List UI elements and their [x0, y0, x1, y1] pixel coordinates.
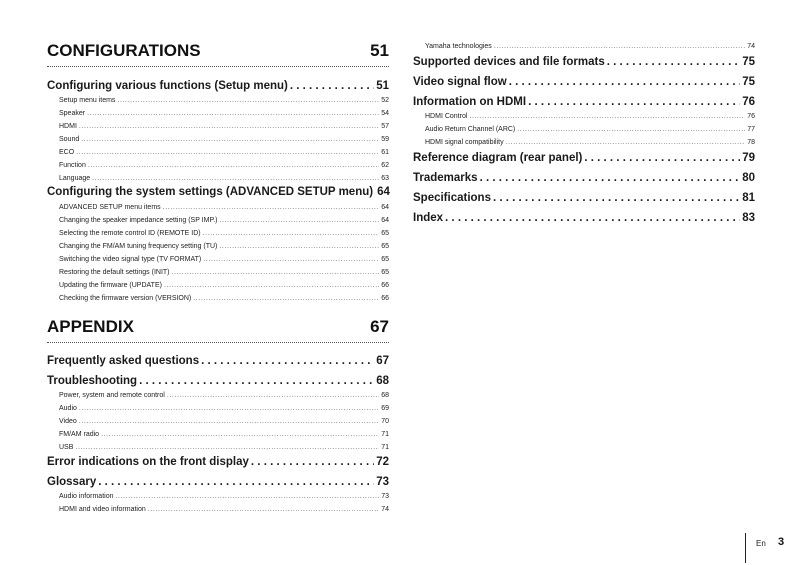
entry-title: Glossary	[47, 476, 97, 488]
subentry-page: 74	[747, 43, 755, 50]
subentry-page: 65	[381, 256, 389, 263]
subentry-title: Language	[59, 175, 91, 182]
entry-page: 80	[742, 172, 755, 184]
leader-dots	[607, 56, 740, 68]
subentry-page: 78	[747, 139, 755, 146]
toc-subentry[interactable]	[59, 493, 389, 503]
subentry-page: 61	[381, 149, 389, 156]
toc-subentry[interactable]	[59, 110, 389, 120]
entry-title: Configuring the system settings (ADVANCED SETUP menu)	[47, 186, 374, 198]
toc-entry-video-signal-flow[interactable]	[413, 76, 755, 91]
leader-dots	[193, 295, 379, 302]
subentry-title: Switching the video signal type (TV FORMAT)	[59, 256, 202, 263]
toc-subentry[interactable]	[59, 217, 389, 227]
toc-subentry[interactable]	[59, 204, 389, 214]
entry-page: 75	[742, 56, 755, 68]
leader-dots	[517, 126, 745, 133]
leader-dots	[79, 123, 379, 130]
leader-dots	[88, 162, 379, 169]
subentry-title: Sound	[59, 136, 80, 143]
subentry-title: FM/AM radio	[59, 431, 100, 438]
section-page: 51	[370, 41, 389, 60]
subentry-page: 57	[381, 123, 389, 130]
toc-subentry[interactable]	[59, 175, 389, 185]
toc-subentry[interactable]	[59, 295, 389, 305]
section-heading-configurations[interactable]	[47, 41, 389, 63]
leader-dots	[445, 212, 740, 224]
toc-subentry[interactable]	[59, 123, 389, 133]
leader-dots	[480, 172, 741, 184]
subentry-title: Changing the speaker impedance setting (SP IMP.)	[59, 217, 218, 224]
toc-entry-setup-menu[interactable]	[47, 80, 389, 95]
leader-dots	[75, 444, 379, 451]
subentry-page: 65	[381, 243, 389, 250]
subentry-page: 52	[381, 97, 389, 104]
toc-subentry[interactable]	[59, 418, 389, 428]
leader-dots	[164, 282, 379, 289]
leader-dots	[469, 113, 745, 120]
toc-subentry[interactable]	[59, 506, 389, 516]
subentry-page: 59	[381, 136, 389, 143]
toc-subentry[interactable]	[59, 405, 389, 415]
subentry-page: 62	[381, 162, 389, 169]
subentry-title: HDMI	[59, 123, 77, 130]
subentry-page: 71	[381, 431, 389, 438]
subentry-page: 54	[381, 110, 389, 117]
subentry-title: HDMI signal compatibility	[425, 139, 504, 146]
entry-page: 64	[377, 186, 390, 198]
section-page: 67	[370, 317, 389, 336]
leader-dots	[79, 405, 379, 412]
leader-dots	[167, 392, 379, 399]
toc-subentry[interactable]	[59, 431, 389, 441]
toc-subentry[interactable]	[59, 136, 389, 146]
toc-subentry[interactable]	[59, 269, 389, 279]
entry-title: Trademarks	[413, 172, 478, 184]
leader-dots	[79, 418, 379, 425]
leader-dots	[528, 96, 740, 108]
subentry-title: Yamaha technologies	[425, 43, 492, 50]
toc-subentry[interactable]	[59, 149, 389, 159]
subentry-title: Audio Return Channel (ARC)	[425, 126, 516, 133]
leader-dots	[493, 192, 740, 204]
toc-entry-trademarks[interactable]	[413, 172, 755, 187]
toc-subentry[interactable]	[59, 243, 389, 253]
subentry-page: 73	[381, 493, 389, 500]
entry-title: Specifications	[413, 192, 491, 204]
entry-page: 73	[376, 476, 389, 488]
subentry-title: Video	[59, 418, 77, 425]
subentry-title: Checking the firmware version (VERSION)	[59, 295, 192, 302]
leader-dots	[163, 204, 380, 211]
subentry-page: 74	[381, 506, 389, 513]
toc-subentry[interactable]	[59, 256, 389, 266]
leader-dots	[92, 175, 379, 182]
leader-dots	[219, 243, 379, 250]
entry-title: Error indications on the front display	[47, 456, 249, 468]
section-rule	[47, 66, 389, 67]
leader-dots	[201, 355, 374, 367]
leader-dots	[509, 76, 740, 88]
section-title: APPENDIX	[47, 317, 134, 336]
entry-title: Information on HDMI	[413, 96, 527, 108]
leader-dots	[76, 149, 379, 156]
footer-language: En	[756, 539, 766, 548]
entry-title: Reference diagram (rear panel)	[413, 152, 583, 164]
toc-entry-index[interactable]	[413, 212, 755, 227]
entry-page: 79	[742, 152, 755, 164]
leader-dots	[220, 217, 380, 224]
entry-title: Troubleshooting	[47, 375, 138, 387]
subentry-title: ECO	[59, 149, 75, 156]
entry-page: 81	[742, 192, 755, 204]
entry-title: Supported devices and file formats	[413, 56, 605, 68]
entry-page: 75	[742, 76, 755, 88]
toc-entry-faq[interactable]	[47, 355, 389, 370]
entry-title: Index	[413, 212, 444, 224]
toc-entry-glossary[interactable]	[47, 476, 389, 491]
entry-title: Frequently asked questions	[47, 355, 200, 367]
subentry-title: Changing the FM/AM tuning frequency setting (TU)	[59, 243, 218, 250]
toc-entry-specifications[interactable]	[413, 192, 755, 207]
leader-dots	[203, 230, 380, 237]
leader-dots	[251, 456, 374, 468]
subentry-title: HDMI Control	[425, 113, 468, 120]
leader-dots	[117, 97, 379, 104]
toc-subentry[interactable]	[425, 126, 755, 136]
subentry-page: 68	[381, 392, 389, 399]
leader-dots	[203, 256, 379, 263]
section-rule	[47, 342, 389, 343]
footer-page-number: 3	[778, 536, 785, 548]
toc-subentry[interactable]	[59, 162, 389, 172]
toc-entry-troubleshooting[interactable]	[47, 375, 389, 390]
leader-dots	[115, 493, 379, 500]
subentry-page: 76	[747, 113, 755, 120]
leader-dots	[506, 139, 746, 146]
leader-dots	[101, 431, 379, 438]
subentry-page: 65	[381, 269, 389, 276]
subentry-title: Setup menu items	[59, 97, 116, 104]
subentry-page: 69	[381, 405, 389, 412]
entry-title: Configuring various functions (Setup menu)	[47, 80, 288, 92]
entry-page: 51	[376, 80, 389, 92]
subentry-title: Restoring the default settings (INIT)	[59, 269, 170, 276]
leader-dots	[172, 269, 380, 276]
leader-dots	[148, 506, 379, 513]
toc-subentry[interactable]	[59, 230, 389, 240]
subentry-page: 71	[381, 444, 389, 451]
toc-entry-hdmi-info[interactable]	[413, 96, 755, 111]
leader-dots	[87, 110, 379, 117]
section-heading-appendix[interactable]	[47, 317, 389, 339]
section-title: CONFIGURATIONS	[47, 41, 201, 60]
subentry-title: Updating the firmware (UPDATE)	[59, 282, 162, 289]
toc-subentry[interactable]	[59, 282, 389, 292]
entry-page: 68	[376, 375, 389, 387]
entry-page: 76	[742, 96, 755, 108]
leader-dots	[494, 43, 745, 50]
subentry-page: 77	[747, 126, 755, 133]
entry-page: 72	[376, 456, 389, 468]
subentry-page: 63	[381, 175, 389, 182]
toc-subentry[interactable]	[425, 113, 755, 123]
leader-dots	[139, 375, 374, 387]
subentry-title: Audio information	[59, 493, 114, 500]
subentry-page: 66	[381, 282, 389, 289]
entry-page: 67	[376, 355, 389, 367]
toc-subentry[interactable]	[425, 43, 755, 53]
toc-entry-supported-devices[interactable]	[413, 56, 755, 71]
subentry-page: 66	[381, 295, 389, 302]
toc-subentry[interactable]	[59, 97, 389, 107]
subentry-page: 65	[381, 230, 389, 237]
leader-dots	[81, 136, 379, 143]
subentry-page: 64	[381, 204, 389, 211]
subentry-title: Selecting the remote control ID (REMOTE ID)	[59, 230, 201, 237]
subentry-title: Function	[59, 162, 86, 169]
leader-dots	[290, 80, 374, 92]
subentry-title: ADVANCED SETUP menu items	[59, 204, 161, 211]
entry-page: 83	[742, 212, 755, 224]
toc-subentry[interactable]	[59, 392, 389, 402]
subentry-title: Audio	[59, 405, 77, 412]
subentry-title: HDMI and video information	[59, 506, 146, 513]
subentry-title: Power, system and remote control	[59, 392, 165, 399]
subentry-title: Speaker	[59, 110, 86, 117]
toc-entry-error-indications[interactable]	[47, 456, 389, 471]
subentry-page: 70	[381, 418, 389, 425]
leader-dots	[98, 476, 374, 488]
entry-title: Video signal flow	[413, 76, 507, 88]
toc-subentry[interactable]	[59, 444, 389, 454]
subentry-title: USB	[59, 444, 74, 451]
leader-dots	[584, 152, 740, 164]
toc-entry-advanced-setup[interactable]	[47, 186, 389, 201]
toc-subentry[interactable]	[425, 139, 755, 149]
subentry-page: 64	[381, 217, 389, 224]
footer-rule	[745, 533, 746, 563]
toc-entry-reference-diagram[interactable]	[413, 152, 755, 167]
